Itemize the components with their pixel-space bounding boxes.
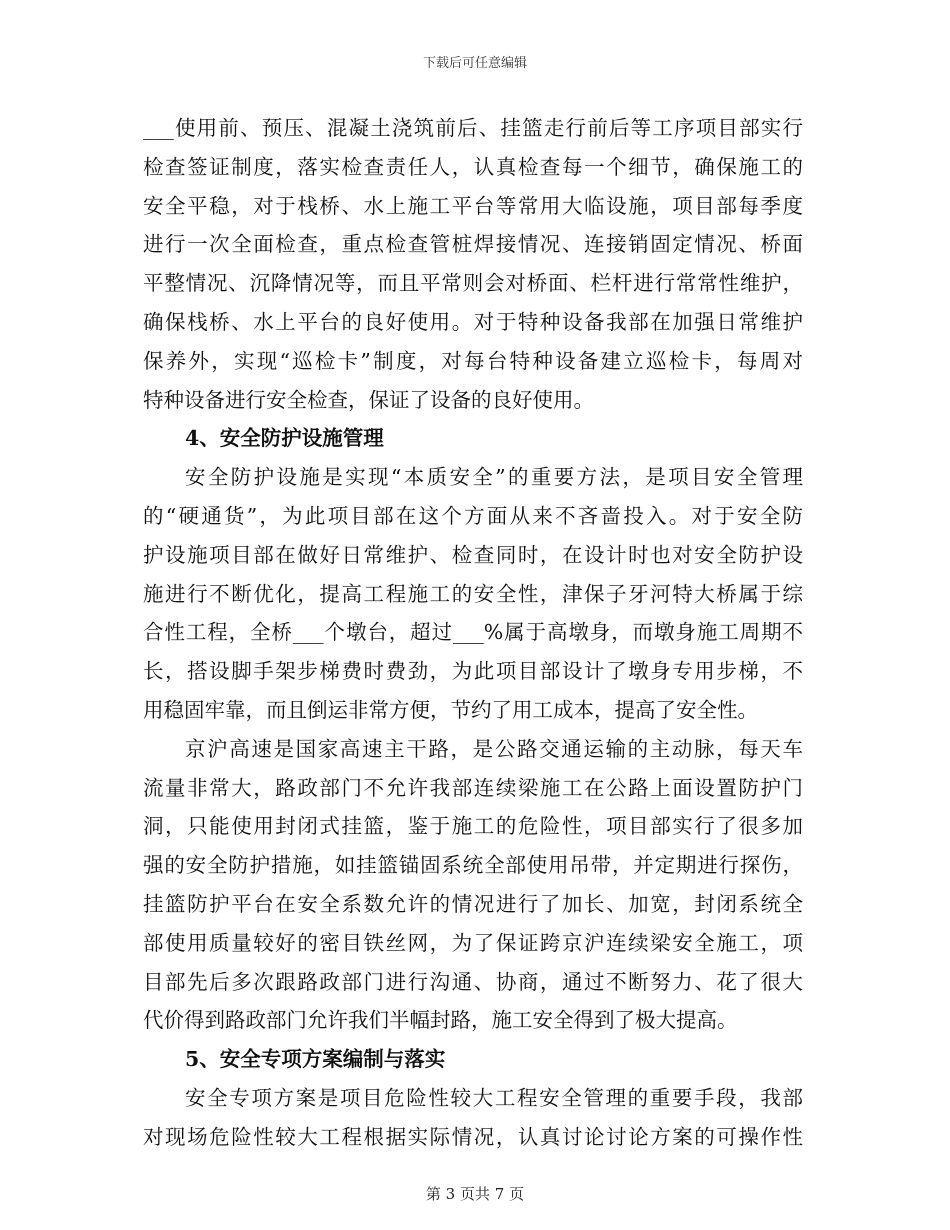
document-body [143,109,803,1157]
text-line: 施进行不断优化，提高工程施工的安全性，津保子牙河特大桥属于综 [143,581,803,606]
paragraph-first-line: 京沪高速是国家高速主干路，是公路交通运输的主动脉，每天车 [185,736,803,761]
text-line: 强的安全防护措施，如挂篮锚固系统全部使用吊带，并定期进行探伤， [143,853,803,878]
text-line: 流量非常大，路政部门不允许我部连续梁施工在公路上面设置防护门 [143,775,803,800]
text-line: 检查签证制度，落实检查责任人，认真检查每一个细节，确保施工的 [143,154,803,179]
text-line: 安全平稳，对于栈桥、水上施工平台等常用大临设施，项目部每季度 [143,193,803,218]
paragraph-last-line: 用稳固牢靠，而且倒运非常方便，节约了用工成本，提高了安全性。 [143,697,758,722]
text-line: 部使用质量较好的密目铁丝网，为了保证跨京沪连续梁安全施工，项 [143,930,803,955]
section-heading: 4、安全防护设施管理 [185,426,384,451]
page-header: 下载后可任意编辑 [422,56,527,71]
text-line: 确保栈桥、水上平台的良好使用。对于特种设备我部在加强日常维护 [143,309,803,334]
paragraph-last-line: 特种设备进行安全检查，保证了设备的良好使用。 [143,387,594,412]
text-line: 目部先后多次跟路政部门进行沟通、协商，通过不断努力、花了很大 [143,969,803,994]
text-line: 平整情况、沉降情况等，而且平常则会对桥面、栏杆进行常常性维护， [143,271,803,296]
text-line: 合性工程，全桥___个墩台，超过___%属于高墩身，而墩身施工周期不 [143,620,803,645]
text-line: 护设施项目部在做好日常维护、检查同时，在设计时也对安全防护设 [143,542,803,567]
page-footer: 第 3 页共 7 页 [425,1185,525,1203]
section-heading: 5、安全专项方案编制与落实 [185,1047,446,1072]
text-line: 对现场危险性较大工程根据实际情况，认真讨论讨论方案的可操作性 [143,1124,803,1149]
text-line: 保养外，实现“巡检卡”制度，对每台特种设备建立巡检卡，每周对 [143,348,803,373]
paragraph-first-line: 安全防护设施是实现“本质安全”的重要方法，是项目安全管理 [185,465,803,490]
paragraph-last-line: 代价得到路政部门允许我们半幅封路，施工安全得到了极大提高。 [143,1008,738,1033]
paragraph-first-line: 安全专项方案是项目危险性较大工程安全管理的重要手段，我部 [185,1085,803,1110]
text-line: 进行一次全面检查，重点检查管桩焊接情况、连接销固定情况、桥面 [143,232,803,257]
text-line: ___使用前、预压、混凝土浇筑前后、挂篮走行前后等工序项目部实行 [143,116,803,140]
text-line: 长，搭设脚手架步梯费时费劲，为此项目部设计了墩身专用步梯，不 [143,659,803,684]
text-line: 挂篮防护平台在安全系数允许的情况进行了加长、加宽，封闭系统全 [143,891,803,916]
text-line: 洞，只能使用封闭式挂篮，鉴于施工的危险性，项目部实行了很多加 [143,814,803,839]
text-line: 的“硬通货”，为此项目部在这个方面从来不吝啬投入。对于安全防 [143,503,803,528]
